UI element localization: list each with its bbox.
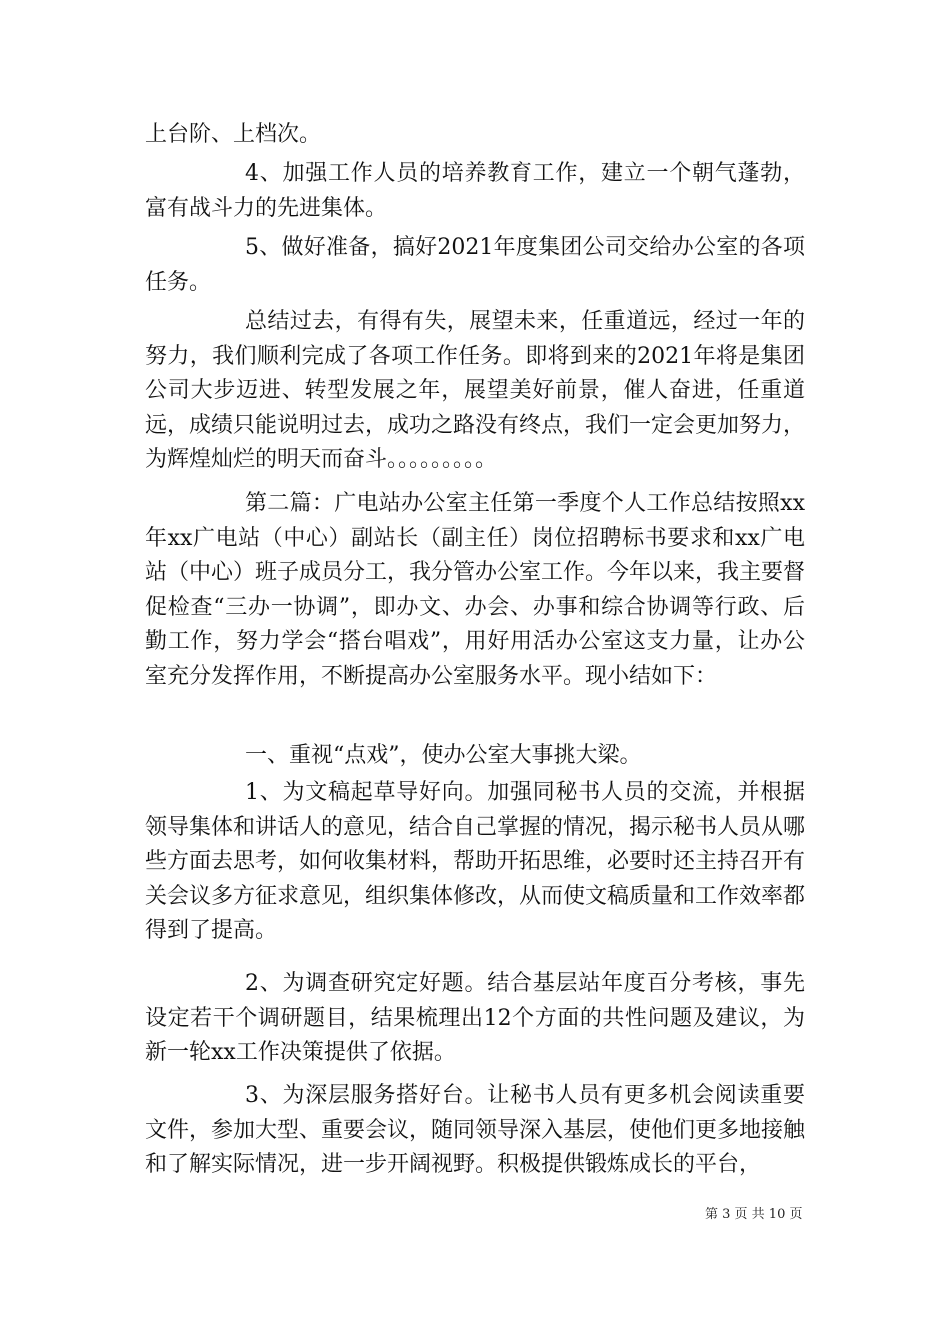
paragraph-point-1: 1、为文稿起草导好向。加强同秘书人员的交流，并根据领导集体和讲话人的意见，结合自己掌握的情况，揭示秘书人员从哪些方面去思考，如何收集材料，帮助开拓思维，必要时还主持召开有关会议多方征求意见，组织集体修改，从而使文稿质量和工作效率都得到了提高。 <box>145 780 806 944</box>
paragraph-continuation: 上台阶、上档次。 <box>145 122 322 147</box>
paragraph-point-3: 3、为深层服务搭好台。让秘书人员有更多机会阅读重要文件，参加大型、重要会议，随同领导深入基层，使他们更多地接触和了解实际情况，进一步开阔视野。积极提供锻炼成长的平台， <box>145 1083 806 1178</box>
paragraph-second-article: 第二篇：广电站办公室主任第一季度个人工作总结按照xx年xx广电站（中心）副站长（副主任）岗位招聘标书要求和xx广电站（中心）班子成员分工，我分管办公室工作。今年以来，我主要督促检查“三办一协调”，即办文、办会、办事和综合协调等行政、后勤工作，努力学会“搭台唱戏”，用好用活办公室这支力量，让办公室充分发挥作用，不断提高办公室服务水平。现小结如下： <box>145 491 806 689</box>
paragraph-point-2: 2、为调查研究定好题。结合基层站年度百分考核，事先设定若干个调研题目，结果梳理出12个方面的共性问题及建议，为新一轮xx工作决策提供了依据。 <box>145 971 805 1066</box>
paragraph-item-5: 5、做好准备，搞好2021年度集团公司交给办公室的各项任务。 <box>145 235 805 295</box>
section-heading-1: 一、重视“点戏”，使办公室大事挑大梁。 <box>245 743 642 768</box>
page-number-footer: 第 3 页 共 10 页 <box>705 1207 803 1222</box>
paragraph-summary: 总结过去，有得有失，展望未来，任重道远，经过一年的努力，我们顺利完成了各项工作任务。即将到来的2021年将是集团公司大步迈进、转型发展之年，展望美好前景，催人奋进，任重道远，成绩只能说明过去，成功之路没有终点，我们一定会更加努力，为辉煌灿烂的明天而奋斗。。。。。。。。。 <box>145 309 806 473</box>
paragraph-item-4: 4、加强工作人员的培养教育工作，建立一个朝气蓬勃，富有战斗力的先进集体。 <box>145 161 805 221</box>
